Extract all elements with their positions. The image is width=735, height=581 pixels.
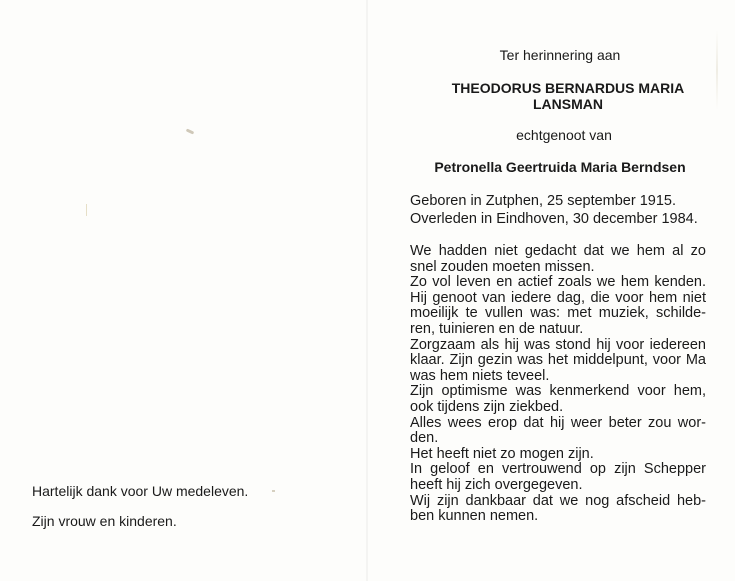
deceased-name-line: LANSMAN	[533, 96, 603, 112]
death-line: Overleden in Eindhoven, 30 december 1984.	[410, 211, 698, 227]
memorial-text-line: Wij zijn dankbaar dat we nog afscheid heb-	[410, 492, 706, 509]
family-signature: Zijn vrouw en kinderen.	[32, 513, 177, 529]
memorial-text	[410, 244, 706, 525]
card-fold	[366, 0, 368, 581]
deceased-name-line: THEODORUS BERNARDUS MARIA	[451, 80, 685, 96]
memorial-text-line: klaar. Zijn gezin was het middelpunt, voor Ma	[410, 352, 706, 369]
intro-text: Ter herinnering aan	[499, 47, 621, 63]
memorial-text-line: ook tijdens zijn ziekbed.	[410, 398, 564, 415]
memorial-text-line: moeilijk te vullen was: met muziek, schilde-	[410, 305, 706, 322]
memorial-text-line: In geloof en vertrouwend op zijn Schepper	[410, 461, 706, 478]
spouse-name: Petronella Geertruida Maria Berndsen	[434, 159, 686, 175]
paper-speck	[86, 204, 87, 216]
birth-line: Geboren in Zutphen, 25 september 1915.	[410, 193, 677, 209]
card-right-panel	[410, 46, 706, 525]
memorial-text-line: was hem niets teveel.	[410, 367, 550, 384]
memorial-text-line: We hadden niet gedacht dat we hem al zo	[410, 243, 706, 259]
life-dates	[410, 192, 706, 228]
memorial-text-line: Zijn optimisme was kenmerkend voor hem,	[410, 383, 706, 400]
spouse-label: echtgenoot van	[516, 127, 612, 143]
card-left-panel	[32, 482, 332, 530]
memorial-text-line: ben kunnen nemen.	[410, 508, 539, 525]
memorial-text-line: ren, tuinieren en de natuur.	[410, 320, 584, 337]
paper-speck	[186, 128, 195, 134]
memorial-text-line: den.	[410, 430, 439, 447]
memorial-text-line: heeft hij zich overgegeven.	[410, 476, 583, 493]
memorial-text-line: Zo vol leven en actief zoals we hem kenden.	[410, 274, 706, 291]
memorial-text-line: Zorgzaam als hij was stond hij voor iedereen	[410, 336, 706, 353]
thanks-text: Hartelijk dank voor Uw medeleven.	[32, 483, 249, 499]
memorial-text-line: Het heeft niet zo mogen zijn.	[410, 445, 594, 462]
memorial-text-line: Hij genoot van iedere dag, die voor hem niet	[410, 289, 706, 306]
memorial-text-line: snel zouden moeten missen.	[410, 258, 595, 275]
paper-stain	[716, 30, 718, 110]
memorial-text-line: Alles wees erop dat hij weer beter zou wor-	[410, 414, 706, 431]
deceased-name	[410, 80, 706, 112]
